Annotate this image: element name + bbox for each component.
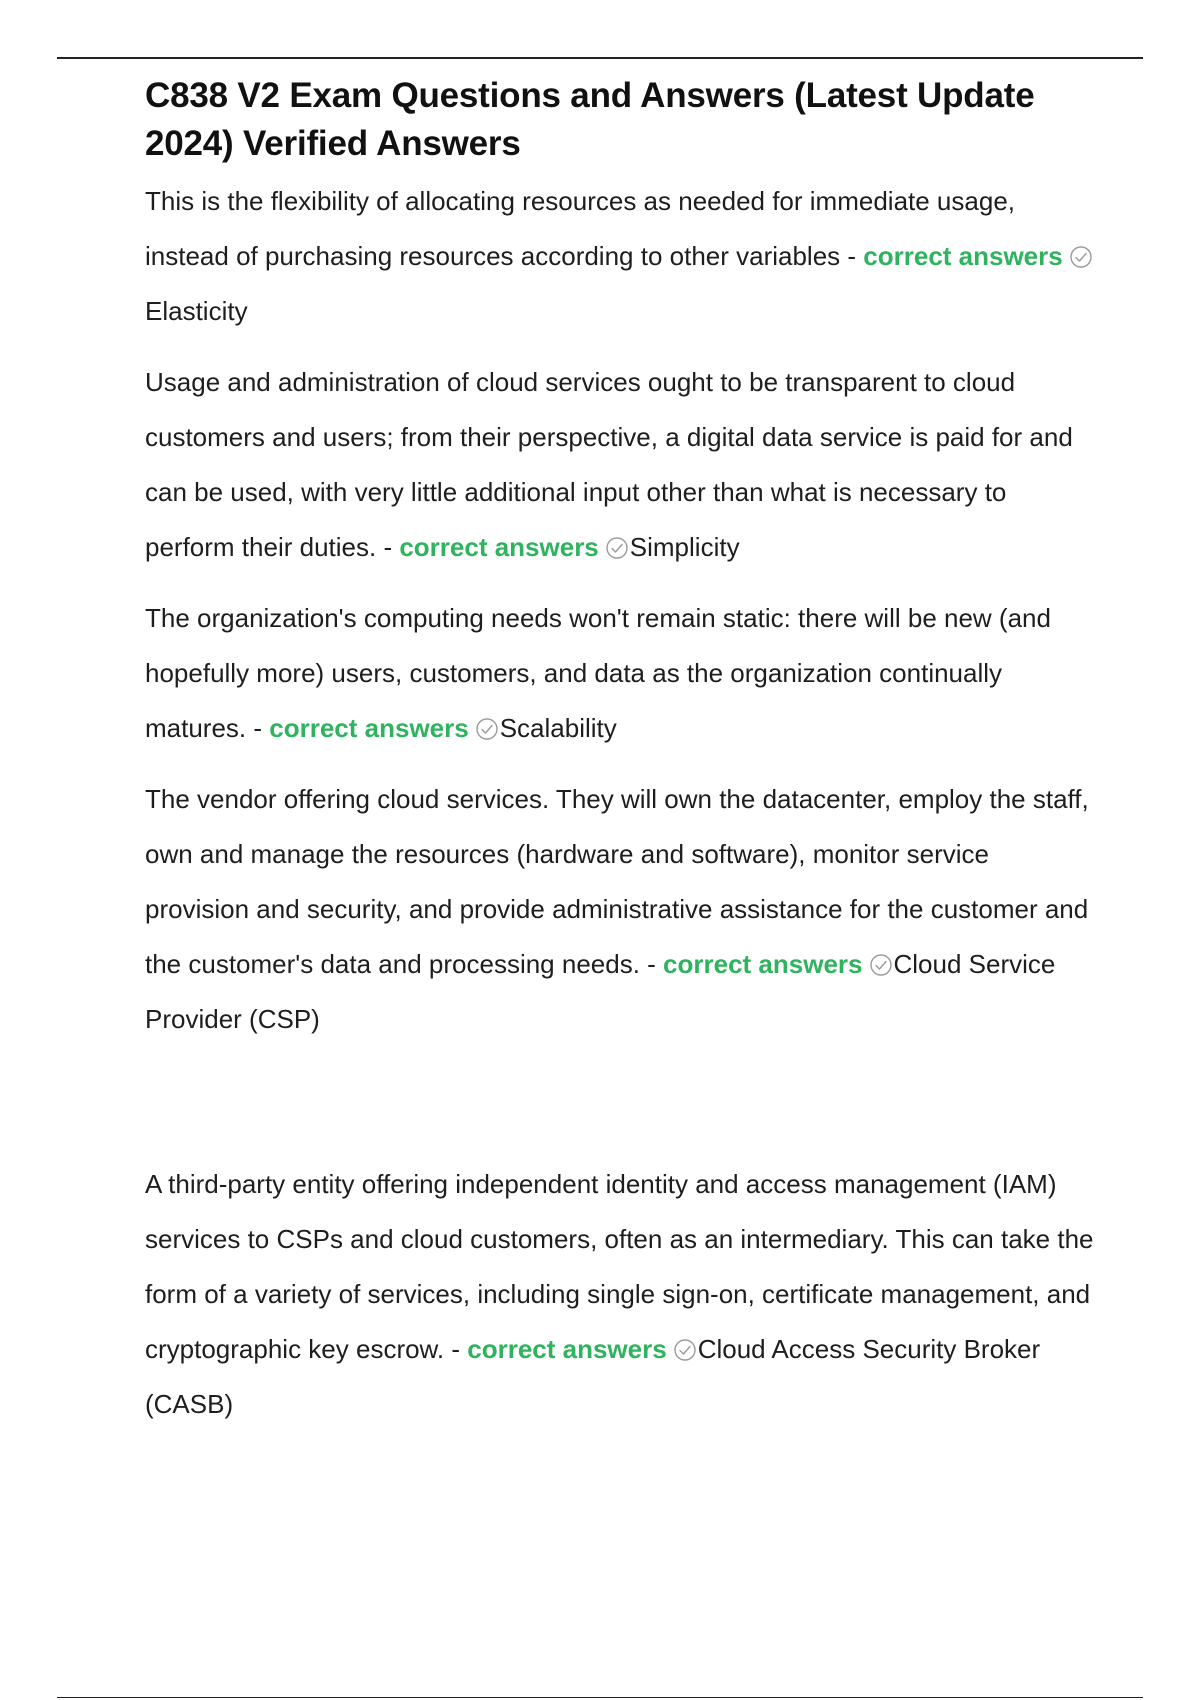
correct-answers-label: correct answers: [399, 532, 599, 562]
answer-text: Elasticity: [145, 296, 248, 326]
question-text: The organization's computing needs won't remain static: there will be new (and hopefully more) users, customers, and data as the organization continually matures.: [145, 603, 1051, 743]
answer-text: Cloud Access Security Broker (CASB): [145, 1334, 1041, 1419]
question-text: The vendor offering cloud services. They will own the datacenter, employ the staff, own and manage the resources (hardware and software), monitor service provision and security, and provide administrative assistance for the customer and the customer's data and processing needs.: [145, 784, 1089, 979]
separator: -: [246, 713, 270, 743]
check-circle-icon: [605, 536, 629, 560]
answer-text: Simplicity: [629, 532, 740, 562]
bottom-rule: [57, 1697, 1143, 1698]
correct-answers-label: correct answers: [663, 949, 863, 979]
separator: -: [444, 1334, 468, 1364]
separator: -: [840, 241, 864, 271]
question-text: Usage and administration of cloud services ought to be transparent to cloud customers and users; from their perspective, a digital data service is paid for and can be used, with very little additional input other than what is necessary to perform their duties.: [145, 367, 1073, 562]
separator: -: [639, 949, 664, 979]
document-title: C838 V2 Exam Questions and Answers (Latest Update 2024) Verified Answers: [145, 76, 1035, 163]
qa-item: [145, 772, 1095, 1047]
qa-item: [145, 591, 1095, 756]
separator: -: [376, 532, 400, 562]
document-body: [145, 72, 1095, 1448]
answer-text: Scalability: [499, 713, 617, 743]
correct-answers-label: correct answers: [863, 241, 1063, 271]
correct-answers-label: correct answers: [269, 713, 469, 743]
question-text: A third-party entity offering independent identity and access management (IAM) services to CSPs and cloud customers, often as an intermediary. This can take the form of a variety of services, including single sign-on, certificate management, and cryptographic key escrow.: [145, 1169, 1094, 1364]
answer-text: Cloud Service Provider (CSP): [145, 949, 1056, 1034]
check-circle-icon: [475, 717, 499, 741]
correct-answers-label: correct answers: [467, 1334, 667, 1364]
qa-item: [145, 174, 1095, 339]
question-text: This is the flexibility of allocating resources as needed for immediate usage, instead of purchasing resources according to other variables: [145, 186, 1015, 271]
top-rule: [57, 57, 1143, 59]
check-circle-icon: [1069, 245, 1093, 269]
qa-item: [145, 1157, 1095, 1432]
check-circle-icon: [869, 953, 893, 977]
qa-item: [145, 355, 1095, 575]
check-circle-icon: [673, 1338, 697, 1362]
